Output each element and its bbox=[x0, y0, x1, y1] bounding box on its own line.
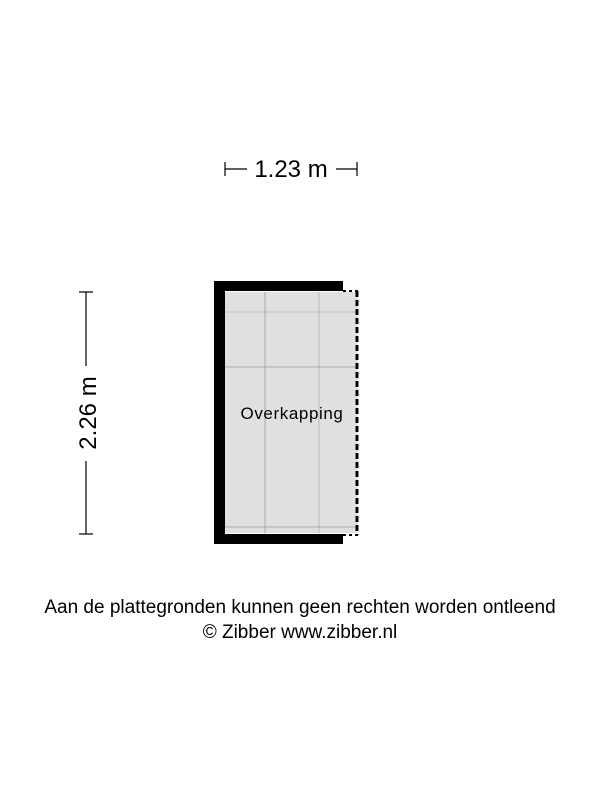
wall-left bbox=[214, 281, 225, 544]
room-label: Overkapping bbox=[240, 404, 344, 423]
wall-bottom bbox=[214, 534, 343, 544]
width-dimension bbox=[225, 156, 357, 183]
disclaimer-text: Aan de plattegronden kunnen geen rechten worden ontleend bbox=[44, 597, 556, 618]
room-overkapping bbox=[214, 281, 358, 544]
width-dim-label: 1.23 m bbox=[254, 156, 328, 183]
wall-top bbox=[214, 281, 343, 291]
height-dimension bbox=[75, 292, 102, 534]
copyright-text: © Zibber www.zibber.nl bbox=[202, 622, 398, 643]
height-dim-label: 2.26 m bbox=[75, 376, 102, 450]
